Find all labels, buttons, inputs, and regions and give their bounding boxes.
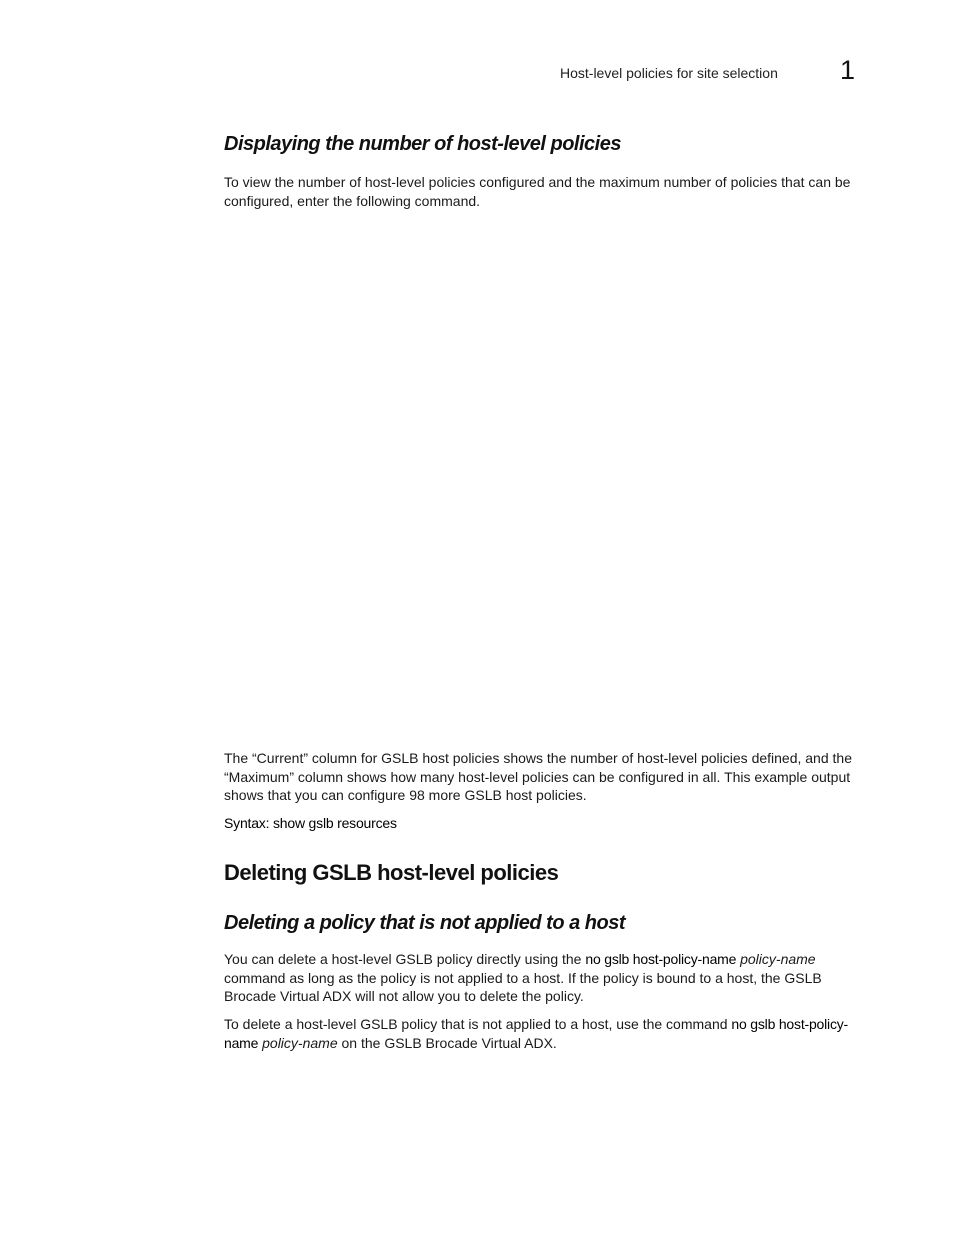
chapter-number: 1 [840, 55, 856, 85]
p1-suffix: command as long as the policy is not applied to a host. If the policy is bound to a host, the GSLB Brocade Virtual ADX will not allow you to delete the policy. [224, 969, 822, 1004]
p2-argument: policy-name [262, 1034, 338, 1051]
section-displaying [224, 133, 869, 156]
paragraph-2 [224, 1015, 869, 1052]
explanation-container [224, 749, 869, 805]
p1-command: no gslb host-policy-name [585, 951, 737, 967]
p2-suffix: on the GSLB Brocade Virtual ADX. [337, 1034, 557, 1051]
paragraph-1 [224, 950, 869, 1006]
p2-command: no gslb host-policy-name [224, 1016, 849, 1051]
p1-prefix: You can delete a host-level GSLB policy directly using the [224, 951, 586, 967]
section-heading-deleting: Deleting GSLB host-level policies [224, 860, 559, 885]
paragraph-2-container [224, 1015, 869, 1052]
section-deleting [224, 860, 869, 886]
running-header-title: Host-level policies for site selection [560, 65, 778, 81]
syntax-container [224, 815, 869, 831]
syntax-line: Syntax: show gslb resources [224, 815, 397, 831]
intro-paragraph: To view the number of host-level policies configured and the maximum number of policies that can be configured, enter the following command. [224, 174, 851, 209]
subsection-heading: Deleting a policy that is not applied to a host [224, 912, 625, 934]
p1-argument: policy-name [740, 951, 816, 967]
explanation-paragraph: The “Current” column for GSLB host policies shows the number of host-level policies defined, and the “Maximum” column shows how many host-level policies can be configured in all. This example output shows that you can configure 98 more GSLB host policies. [224, 750, 852, 803]
subsection-container [224, 912, 869, 935]
intro-paragraph-container [224, 173, 869, 210]
section-heading-displaying: Displaying the number of host-level policies [224, 133, 621, 155]
p2-prefix: To delete a host-level GSLB policy that is not applied to a host, use the command [224, 1016, 732, 1032]
paragraph-1-container [224, 950, 869, 1006]
